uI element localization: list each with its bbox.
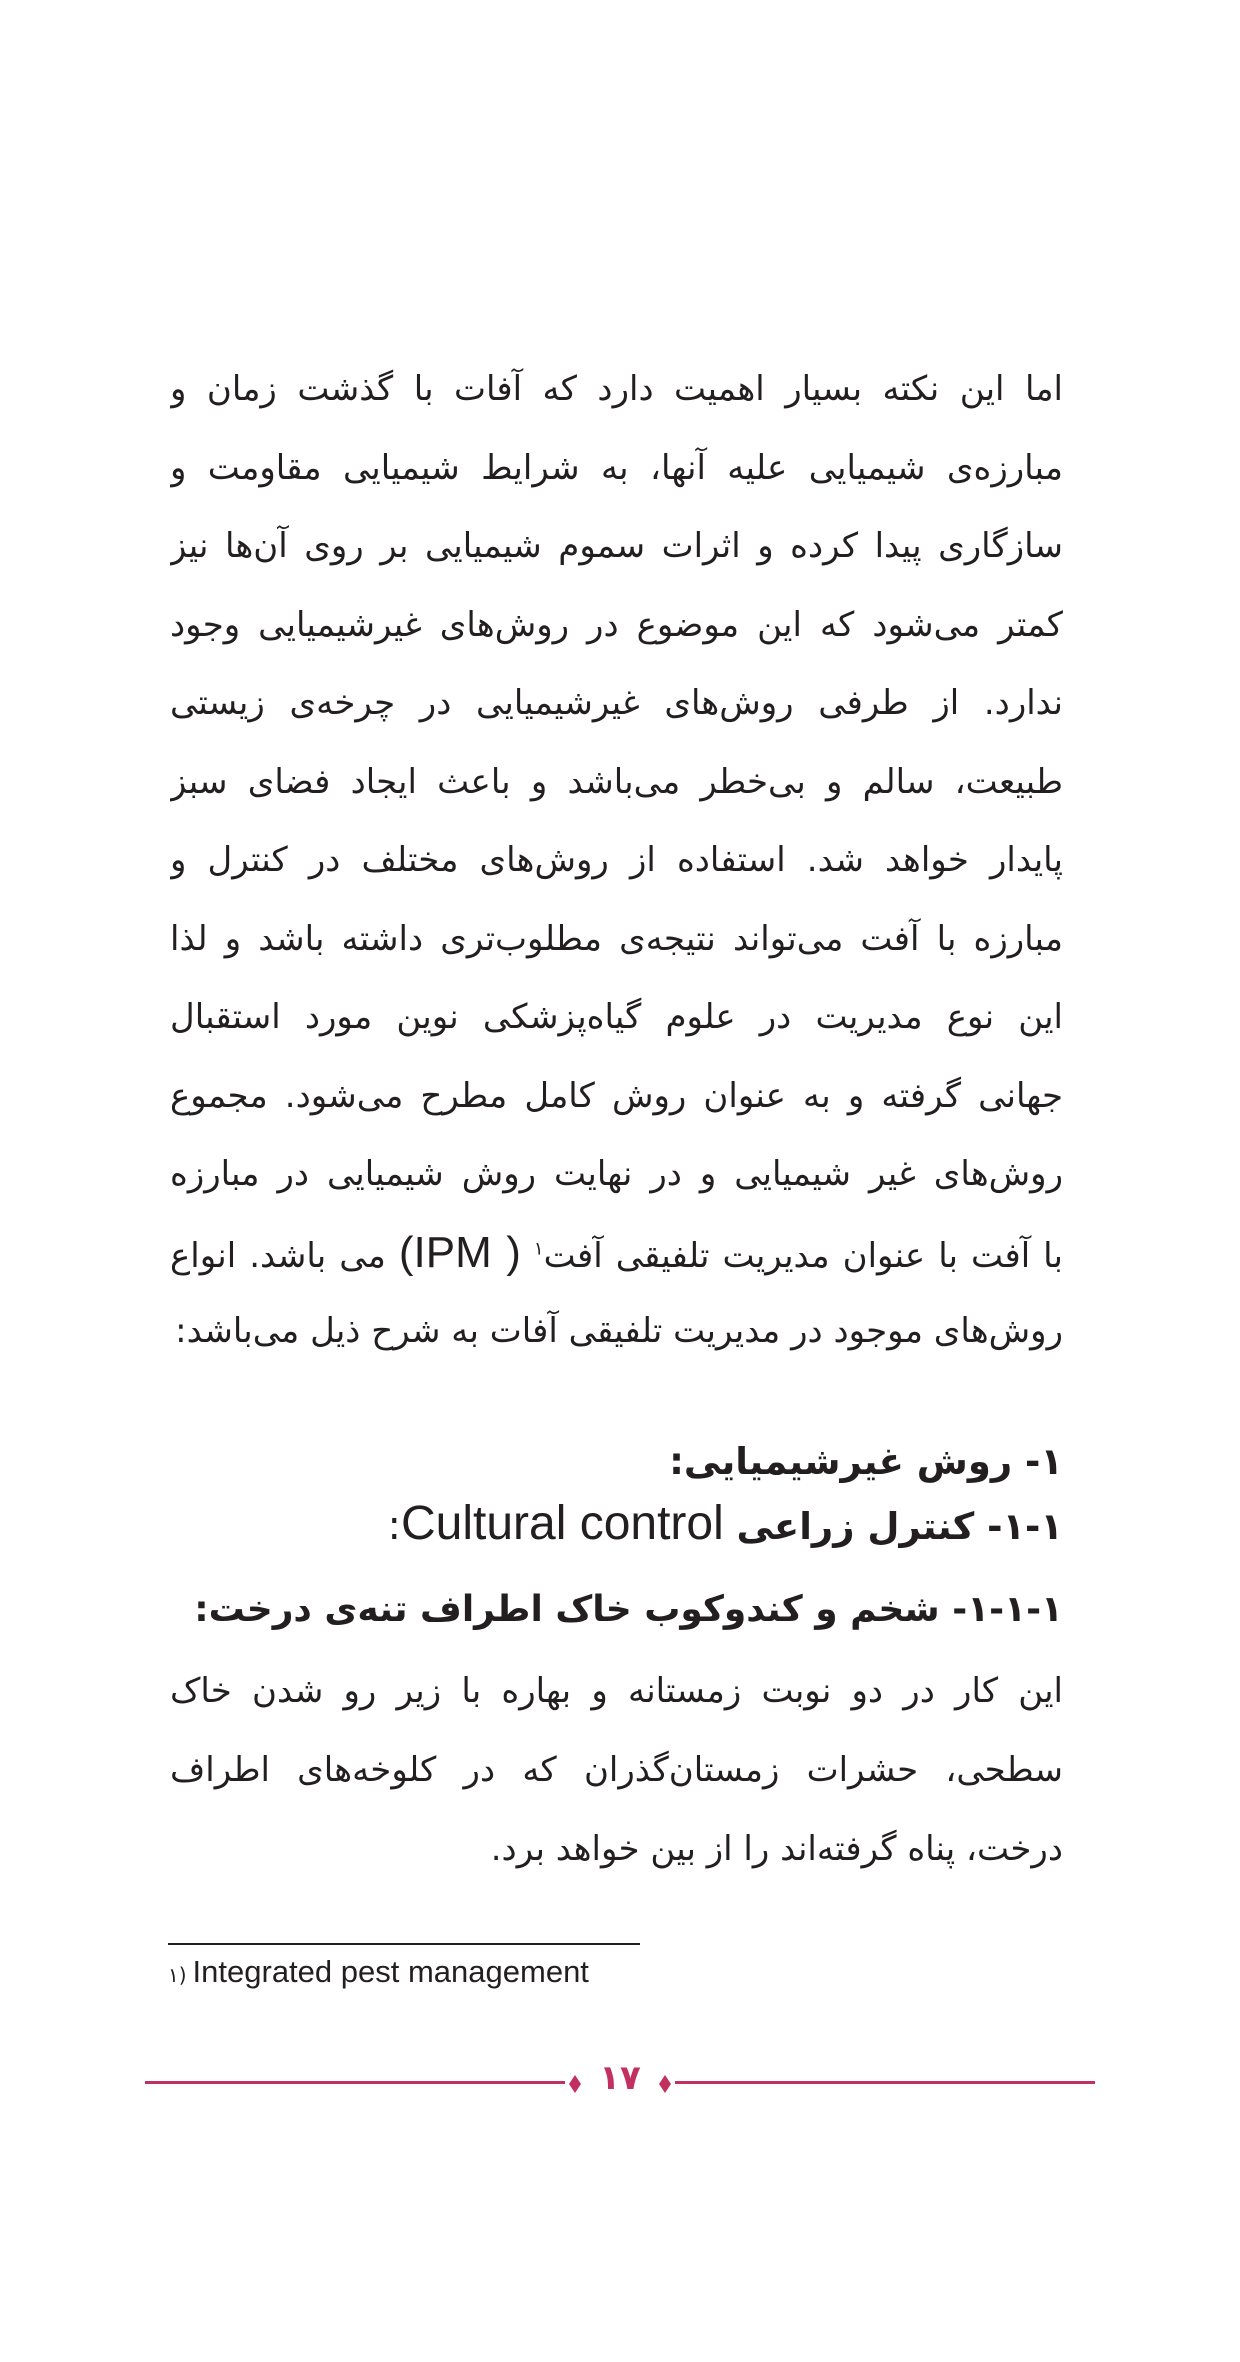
paragraph-line: جهانی گرفته و به عنوان روش کامل مطرح می‌شود. مجموع [170,1075,1063,1116]
paragraph-line: پایدار خواهد شد. استفاده از روش‌های مختلف در کنترل و [170,840,1063,880]
diamond-icon [659,2075,671,2093]
footnote-text: Integrated pest management [192,1954,589,1989]
page-number: ۱۷ [599,2058,641,2098]
footnote-reference[interactable]: ۱ [533,1238,544,1260]
footnote [168,1952,589,1995]
paragraph-line: ندارد. از طرفی روش‌های غیرشیمیایی در چرخه‌ی زیستی [170,683,1063,723]
ipm-abbreviation: (IPM ) [398,1227,521,1277]
ipm-line [170,1214,1063,1293]
diamond-icon [569,2075,581,2093]
body-paragraph-2 [170,1652,1063,1889]
paragraph-line: این کار در دو نوبت زمستانه و بهاره با زیر رو شدن خاک [170,1671,1063,1711]
heading-tillage: ۱-۱-۱- شخم و کندوکوب خاک اطراف تنه‌ی درخت: [194,1589,1063,1630]
paragraph-line-last: روش‌های موجود در مدیریت تلفیقی آفات به شرح ذیل می‌باشد: [175,1311,1063,1351]
footnote-number: ۱) [168,1963,187,1987]
ornament-rule-left [145,2081,565,2084]
heading-cultural-control [170,1492,1063,1559]
ipm-line-after: می باشد. انواع [170,1235,386,1276]
heading-cultural-control-fa: ۱-۱- کنترل زراعی [736,1505,1063,1548]
paragraph-line: این نوع مدیریت در علوم گیاه‌پزشکی نوین مورد استقبال [170,997,1063,1037]
body-paragraph-1 [170,350,1063,1371]
paragraph-line: سطحی، حشرات زمستان‌گذران که در کلوخه‌های اطراف [170,1750,1063,1790]
paragraph-line: مبارزه‌ی شیمیایی علیه آنها، به شرایط شیمیایی مقاومت و [170,447,1063,488]
heading-colon: : [387,1503,401,1549]
paragraph-line: سازگاری پیدا کرده و اثرات سموم شیمیایی بر روی آن‌ها نیز [170,526,1063,566]
page-number-ornament [145,2058,1095,2102]
paragraph-line: کمتر می‌شود که این موضوع در روش‌های غیرشیمیایی وجود [170,604,1063,645]
paragraph-line: طبیعت، سالم و بی‌خطر می‌باشد و باعث ایجاد فضای سبز [170,761,1063,802]
paragraph-line: اما این نکته بسیار اهمیت دارد که آفات با گذشت زمان و [170,369,1063,409]
paragraph-line-last: درخت، پناه گرفته‌اند را از بین خواهد برد. [490,1829,1063,1869]
footnote-separator [168,1943,640,1945]
ornament-rule-right [675,2081,1095,2084]
heading-cultural-control-en: Cultural control [400,1497,724,1550]
paragraph-line: مبارزه با آفت می‌تواند نتیجه‌ی مطلوب‌تری داشته باشد و لذا [170,918,1063,959]
ipm-line-before: با آفت با عنوان مدیریت تلفیقی آفت [543,1235,1063,1276]
heading-non-chemical-method: ۱- روش غیرشیمیایی: [669,1440,1063,1483]
paragraph-line: روش‌های غیر شیمیایی و در نهایت روش شیمیایی در مبارزه [170,1154,1063,1194]
